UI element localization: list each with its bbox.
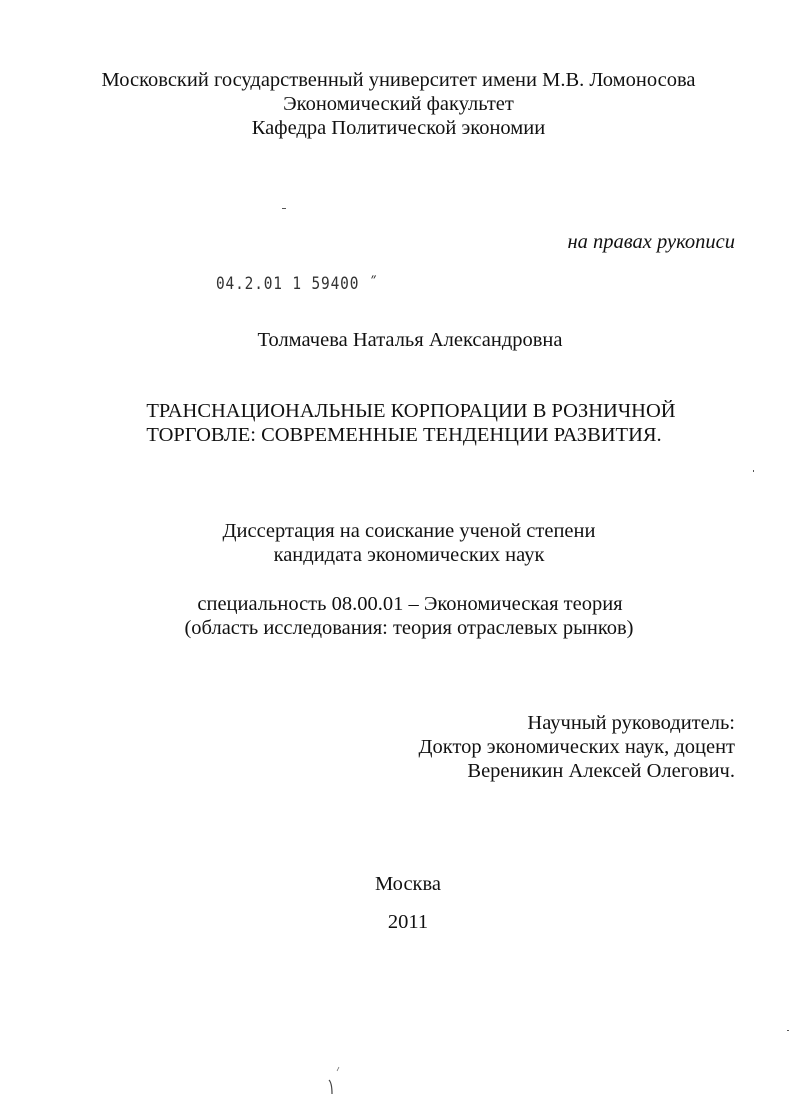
degree-line-2: кандидата экономических наук [273, 544, 545, 566]
faculty-name: Экономический факультет [283, 93, 514, 115]
supervisor-label: Научный руководитель: [527, 712, 735, 734]
author-name: Толмачева Наталья Александровна [257, 329, 563, 351]
specialty-line-2: (область исследования: теория отраслевых рынков) [184, 617, 634, 639]
dissertation-title-line-2: ТОРГОВЛЕ: СОВРЕМЕННЫЕ ТЕНДЕНЦИИ РАЗВИТИЯ. [146, 424, 662, 446]
degree-line-1: Диссертация на соискание ученой степени [222, 520, 596, 542]
supervisor-name: Вереникин Алексей Олегович. [467, 760, 735, 782]
scan-pen-mark [326, 1066, 342, 1095]
manuscript-note: на правах рукописи [567, 231, 735, 253]
year: 2011 [387, 911, 429, 933]
supervisor-rank: Доктор экономических наук, доцент [418, 736, 735, 758]
department-name: Кафедра Политической экономии [251, 117, 546, 139]
university-name: Московский государственный университет имени М.В. Ломоносова [101, 69, 696, 91]
registration-stamp: 04.2.01 1 59400 ˝ [216, 274, 379, 294]
scan-speck [787, 1030, 789, 1031]
scan-speck [753, 470, 754, 472]
scan-speck [282, 208, 286, 209]
dissertation-title-line-1: ТРАНСНАЦИОНАЛЬНЫЕ КОРПОРАЦИИ В РОЗНИЧНОЙ [146, 400, 676, 422]
city: Москва [374, 873, 442, 895]
specialty-line-1: специальность 08.00.01 – Экономическая теория [197, 593, 623, 615]
